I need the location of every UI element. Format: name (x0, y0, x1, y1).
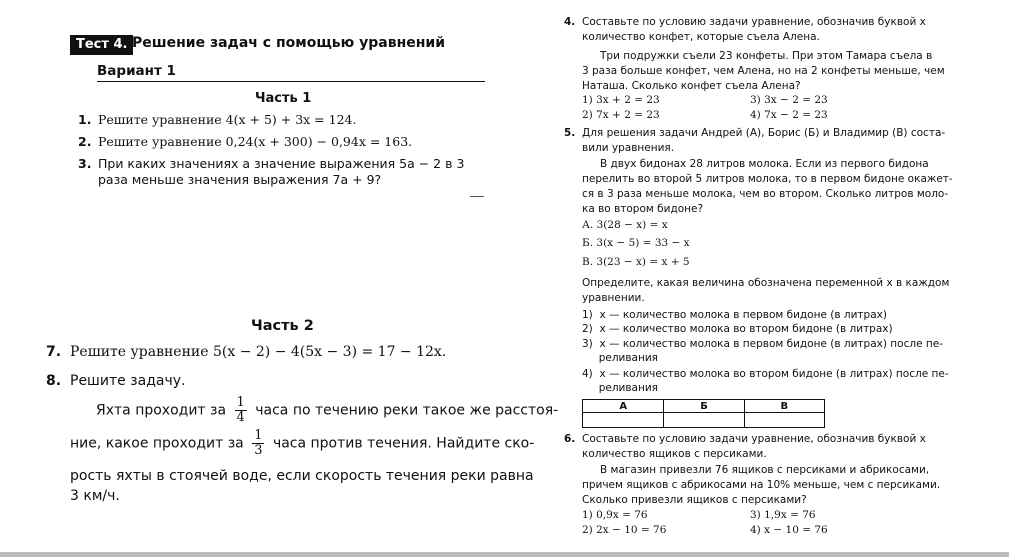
q5-problem-line-3: ся в 3 раза меньше молока, чем во втором. Сколько литров моло- (582, 188, 949, 200)
fraction-denominator: 4 (236, 410, 245, 425)
q5-problem-line-4: ка во втором бидоне? (582, 203, 704, 215)
q5-answer-1: 1) x — количество молока в первом бидоне (в литрах) (582, 309, 887, 321)
answer-table (582, 399, 825, 428)
item-number: 8. (46, 373, 62, 389)
q4-problem-line-2: 3 раза больше конфет, чем Алена, но на 2 конфеты меньше, чем (582, 65, 945, 77)
fraction-numerator: 1 (236, 395, 245, 410)
item-text: Решите уравнение 4(x + 5) + 3x = 124. (98, 112, 357, 127)
q5-equation-c: В. 3(23 − x) = x + 5 (582, 256, 690, 268)
part2-item-8 (46, 372, 185, 390)
bottom-divider (0, 552, 1009, 557)
answer-table-header (583, 400, 825, 413)
variant-label: Вариант 1 (97, 63, 176, 79)
answer-table-row (583, 413, 825, 428)
q5-answer-3: 3) x — количество молока в первом бидоне (в литрах) после пе- (582, 338, 943, 350)
item-text: При каких значениях a значение выражения 5a − 2 в 3 раза меньше значения выражения 7a + 9? (98, 156, 465, 187)
q4-option-2: 2) 7x + 2 = 23 (582, 109, 660, 121)
part1-item-1 (78, 112, 357, 128)
q8-line-1 (96, 396, 558, 425)
q8-line-4: 3 км/ч. (70, 488, 120, 504)
q5-problem-line-1: В двух бидонах 28 литров молока. Если из первого бидона (600, 158, 929, 170)
q8-text: часа против течения. Найдите ско- (272, 435, 535, 452)
part1-item-2 (78, 134, 413, 150)
q8-text: Яхта проходит за (96, 402, 227, 419)
q6-option-1: 1) 0,9x = 76 (582, 509, 648, 521)
q8-line-3: рость яхты в стоячей воде, если скорость течения реки равна (70, 468, 534, 484)
answer-table-header-a: А (583, 400, 664, 413)
q4-option-1: 1) 3x + 2 = 23 (582, 94, 660, 106)
test-title: Решение задач с помощью уравнений (132, 35, 446, 51)
q5-answer-3-cont: реливания (582, 352, 658, 364)
answer-cell-a[interactable] (583, 413, 664, 428)
q5-question-line-1: Определите, какая величина обозначена переменной x в каждом (582, 277, 950, 289)
answer-cell-v[interactable] (744, 413, 824, 428)
q8-text: ние, какое проходит за (70, 435, 244, 452)
q6-problem-line-3: Сколько привезли ящиков с персиками? (582, 494, 807, 506)
q5-question-line-2: уравнении. (582, 292, 645, 304)
item-text: Решите уравнение 5(x − 2) − 4(5x − 3) = 17 − 12x. (70, 344, 447, 360)
q6-instruction-1: Составьте по условию задачи уравнение, обозначив буквой x (582, 433, 926, 445)
q6-option-4: 4) x − 10 = 76 (750, 524, 828, 536)
item-number: 3. (78, 156, 92, 171)
fraction-denominator: 3 (254, 443, 263, 458)
q4-option-3: 3) 3x − 2 = 23 (750, 94, 828, 106)
q4-problem-line-1: Три подружки съели 23 конфеты. При этом Тамара съела в (600, 50, 933, 62)
part1-item-3 (78, 156, 465, 187)
answer-table-header-v: В (744, 400, 824, 413)
q8-line-2 (70, 429, 534, 458)
q6-option-3: 3) 1,9x = 76 (750, 509, 816, 521)
part1-title: Часть 1 (255, 91, 312, 106)
q5-equation-b: Б. 3(x − 5) = 33 − x (582, 237, 690, 249)
q6-problem-line-1: В магазин привезли 76 ящиков с персиками и абрикосами, (600, 464, 930, 476)
page-mark (470, 196, 484, 197)
q5-problem-line-2: перелить во второй 5 литров молока, то в первом бидоне окажет- (582, 173, 953, 185)
part2-title: Часть 2 (251, 318, 314, 334)
part2-item-7 (46, 343, 446, 361)
q5-equation-a: А. 3(28 − x) = x (582, 219, 668, 231)
item-number: 1. (78, 112, 92, 127)
q4-option-4: 4) 7x − 2 = 23 (750, 109, 828, 121)
fraction-numerator: 1 (254, 428, 263, 443)
q6-option-2: 2) 2x − 10 = 76 (582, 524, 667, 536)
item-number: 5. (564, 127, 576, 139)
q4-instruction-2: количество конфет, которые съела Алена. (582, 31, 820, 43)
q8-text: часа по течению реки такое же расстоя- (255, 402, 559, 419)
variant-underline (97, 81, 485, 82)
item-text: Решите задачу. (70, 373, 186, 389)
test-badge: Тест 4. (70, 35, 133, 55)
q5-instruction-1: Для решения задачи Андрей (А), Борис (Б) и Владимир (В) соста- (582, 127, 946, 139)
answer-table-header-b: Б (664, 400, 744, 413)
q6-instruction-2: количество ящиков с персиками. (582, 448, 767, 460)
fraction-one-quarter (235, 396, 247, 425)
q5-answer-4-cont: реливания (582, 382, 658, 394)
answer-cell-b[interactable] (664, 413, 744, 428)
item-text: Решите уравнение 0,24(x + 300) − 0,94x = 163. (98, 134, 413, 149)
q5-answer-4: 4) x — количество молока во втором бидоне (в литрах) после пе- (582, 368, 949, 380)
q5-instruction-2: вили уравнения. (582, 142, 675, 154)
fraction-one-third (252, 429, 264, 458)
item-number: 7. (46, 344, 62, 360)
item-number: 4. (564, 16, 576, 28)
q4-problem-line-3: Наташа. Сколько конфет съела Алена? (582, 80, 801, 92)
q5-answer-2: 2) x — количество молока во втором бидоне (в литрах) (582, 323, 893, 335)
item-number: 6. (564, 433, 576, 445)
q6-problem-line-2: причем ящиков с абрикосами на 10% меньше, чем с персиками. (582, 479, 941, 491)
item-number: 2. (78, 134, 92, 149)
q4-instruction-1: Составьте по условию задачи уравнение, обозначив буквой x (582, 16, 926, 28)
